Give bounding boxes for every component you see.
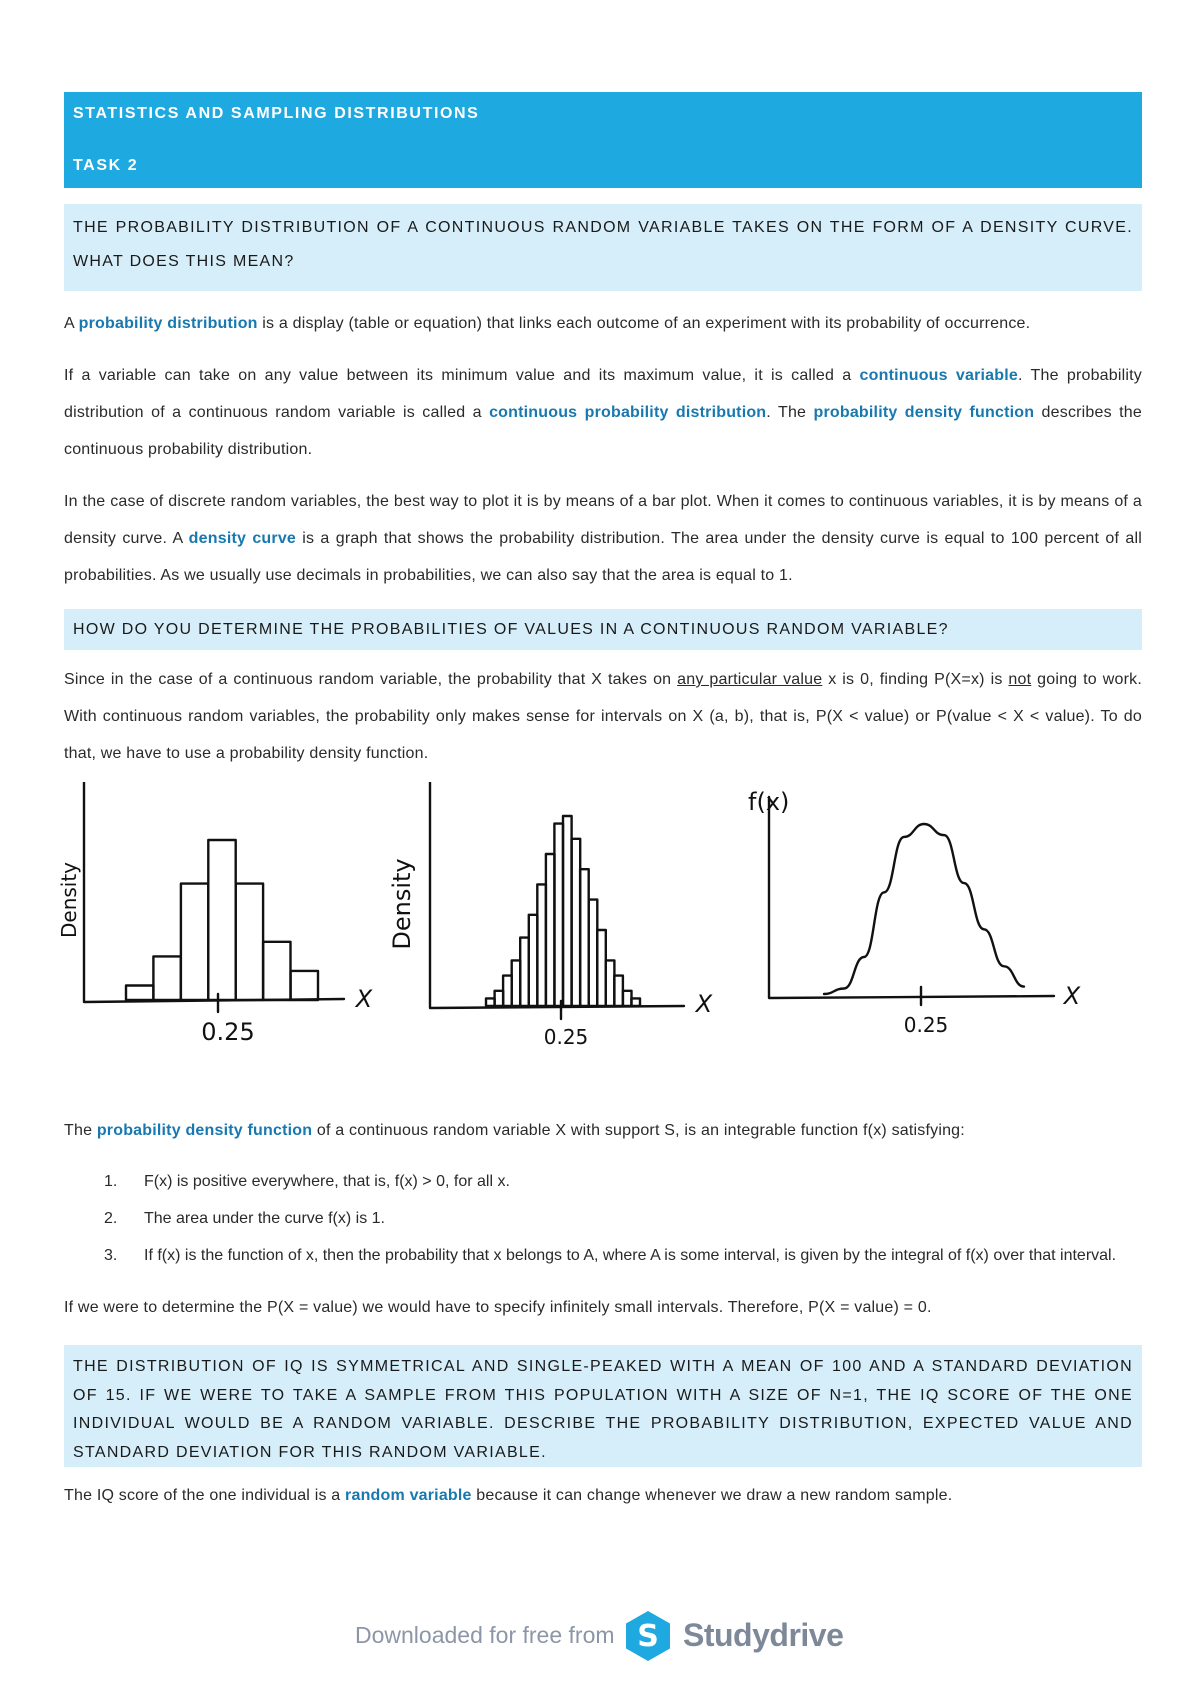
- keyword-probability-density-function-2: probability density function: [96, 1122, 313, 1139]
- keyword-density-curve: density curve: [188, 530, 297, 547]
- fig2-axes: [430, 782, 684, 1008]
- keyword-probability-distribution: probability distribution: [78, 315, 258, 332]
- list-item: 3. If f(x) is the function of x, then the probability that x belongs to A, where A is some interval, is given by the integral of f(x) over that interval.: [104, 1247, 1117, 1264]
- studydrive-footer: [355, 1608, 915, 1664]
- list-item: 2. The area under the curve f(x) is 1.: [104, 1210, 385, 1227]
- underlined-not: not: [1008, 671, 1032, 688]
- figures-svg: [54, 782, 1154, 1112]
- paragraph-probability-distribution: A probability distribution is a display (table or equation) that links each outcome of an experiment with its probability of occurrence.: [64, 315, 1031, 332]
- pdf-properties-list: [64, 1163, 1142, 1274]
- fig3-ylabel: f(x): [748, 788, 790, 816]
- header-banner: [64, 92, 1142, 188]
- paragraph-iq-random-variable: The IQ score of the one individual is a random variable because it can change whenever we draw a new random sample.: [64, 1487, 953, 1504]
- paragraph-density-curve: In the case of discrete random variables, the best way to plot it is by means of a bar plot. When it comes to continuous variables, it is by means of a density curve. A density curve is a graph that shows the probability distribution. The area under the density curve is equal to 100 percent of all probabilities. As we usually use decimals in probabilities, we can also say that the area is equal to 1.: [64, 493, 1142, 584]
- fig1-bar-b6: [263, 942, 290, 1000]
- keyword-continuous-variable: continuous variable: [859, 367, 1019, 384]
- fig1-bar-b3: [181, 884, 208, 1000]
- fig3-density-curve: [824, 824, 1024, 994]
- task-label: TASK 2: [73, 157, 139, 174]
- fig3-axes: [769, 797, 1054, 998]
- keyword-random-variable: random variable: [345, 1487, 472, 1504]
- downloaded-text: Downloaded for free from: [355, 1622, 615, 1648]
- fig3-xlabel: X: [1063, 982, 1081, 1010]
- paragraph-pdf-definition: The probability density function of a continuous random variable X with support S, is an integrable function f(x) satisfying:: [64, 1122, 965, 1139]
- fig1-bar-b1: [126, 986, 153, 1001]
- fig2-bars: [486, 816, 640, 1006]
- question-box-2: HOW DO YOU DETERMINE THE PROBABILITIES OF VALUES IN A CONTINUOUS RANDOM VARIABLE?: [64, 609, 1142, 650]
- fig2-ylabel: Density: [388, 858, 416, 950]
- fig1-ylabel: Density: [57, 861, 81, 939]
- fig1-axes: [84, 782, 344, 1002]
- keyword-probability-density-function: probability density function: [813, 404, 1035, 421]
- fig1-bar-b4: [208, 840, 235, 1000]
- fig1-bars: [126, 840, 318, 1000]
- paragraph-point-probability: If we were to determine the P(X = value) we would have to specify infinitely small intervals. Therefore, P(X = value) = 0.: [64, 1299, 932, 1316]
- logo-letter: S: [637, 1619, 659, 1654]
- fig1-xlabel: X: [355, 985, 373, 1013]
- question-box-1: THE PROBABILITY DISTRIBUTION OF A CONTINUOUS RANDOM VARIABLE TAKES ON THE FORM OF A DENSITY CURVE. WHAT DOES THIS MEAN?: [64, 204, 1142, 291]
- fig2-bar-b10: [563, 816, 572, 1006]
- fig1-tick-label: 0.25: [201, 1018, 255, 1046]
- paragraph-continuous-variable: If a variable can take on any value between its minimum value and its maximum value, it is called a continuous variable. The probability distribution of a continuous random variable is called a continuous probability distribution. The probability density function describes the continuous probability distribution.: [64, 367, 1142, 458]
- fig3-tick-label: 0.25: [903, 1013, 949, 1037]
- keyword-continuous-probability-distribution: continuous probability distribution: [489, 404, 767, 421]
- paragraph-probabilities-intervals: Since in the case of a continuous random variable, the probability that X takes on any particular value x is 0, finding P(X=x) is not going to work. With continuous random variables, the probability only makes sense for intervals on X (a, b), that is, P(X < value) or P(value < X < value). To do that, we have to use a probability density function.: [64, 671, 1142, 762]
- document-page: [57, 92, 1142, 1514]
- fig1-bar-b7: [291, 971, 318, 1000]
- fig2-xlabel: X: [695, 990, 713, 1018]
- fig1-bar-b5: [236, 884, 263, 1000]
- underlined-any-particular-value: any particular value: [677, 671, 823, 688]
- list-item: 1. F(x) is positive everywhere, that is, f(x) > 0, for all x.: [104, 1173, 510, 1190]
- fig2-bar-b1: [486, 998, 495, 1006]
- fig1-bar-b2: [153, 956, 180, 1000]
- fig2-tick-label: 0.25: [543, 1025, 589, 1049]
- studydrive-logo-icon[interactable]: [622, 1610, 674, 1662]
- density-figures: [57, 782, 1142, 1112]
- studydrive-brand[interactable]: Studydrive: [683, 1617, 844, 1653]
- question-box-3: THE DISTRIBUTION OF IQ IS SYMMETRICAL AND SINGLE-PEAKED WITH A MEAN OF 100 AND A STANDARD DEVIATION OF 15. IF WE WERE TO TAKE A SAMPLE FROM THIS POPULATION WITH A SIZE OF N=1, THE IQ SCORE OF THE ONE INDIVIDUAL WOULD BE A RANDOM VARIABLE. DESCRIBE THE PROBABILITY DISTRIBUTION, EXPECTED VALUE AND STANDARD DEVIATION FOR THIS RANDOM VARIABLE.: [64, 1345, 1142, 1467]
- document-title: STATISTICS AND SAMPLING DISTRIBUTIONS: [73, 105, 480, 122]
